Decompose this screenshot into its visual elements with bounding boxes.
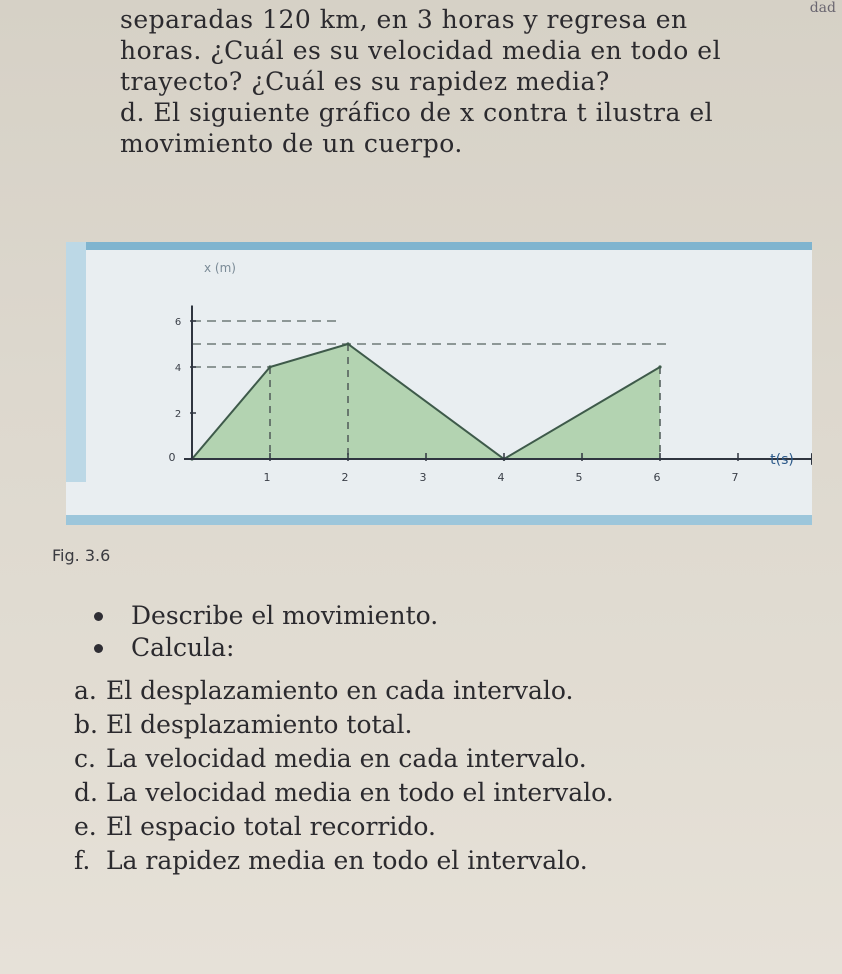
paragraph-line: movimiento de un cuerpo. <box>120 129 463 158</box>
data-point <box>658 365 661 368</box>
task-bullets <box>88 600 438 664</box>
item-text: El desplazamiento en cada intervalo. <box>105 676 574 705</box>
bullet-item <box>88 632 438 664</box>
x-tick-label: 3 <box>419 471 427 484</box>
item-label: f. <box>74 846 91 875</box>
list-item <box>74 742 614 776</box>
item-label: b. <box>74 710 98 739</box>
item-label: e. <box>74 812 97 841</box>
x-tick-label: 4 <box>497 471 505 484</box>
item-text: La velocidad media en todo el intervalo. <box>105 778 614 807</box>
y-axis-label: x (m) <box>204 261 236 275</box>
paragraph-line: d. El siguiente gráfico de x contra t ilustra el <box>120 98 714 127</box>
list-item <box>74 844 614 878</box>
x-axis-arrow-icon <box>811 453 812 465</box>
y-tick-label: 6 <box>174 317 182 328</box>
x-tick-label: 7 <box>731 471 739 484</box>
list-item <box>74 708 614 742</box>
bullet-icon <box>94 612 103 621</box>
list-item <box>74 810 614 844</box>
data-point <box>346 342 349 345</box>
item-text: La rapidez media en todo el intervalo. <box>105 846 588 875</box>
x-tick-label: 5 <box>575 471 583 484</box>
list-item <box>74 776 614 810</box>
x-tick-label: 2 <box>341 471 349 484</box>
item-text: El desplazamiento total. <box>105 710 413 739</box>
item-label: c. <box>74 744 96 773</box>
y-tick-label: 2 <box>174 409 182 420</box>
x-tick-label: 6 <box>653 471 661 484</box>
item-text: El espacio total recorrido. <box>105 812 436 841</box>
paragraph-line: separadas 120 km, en 3 horas y regresa en <box>120 5 688 34</box>
item-label: d. <box>74 778 98 807</box>
bullet-text: Describe el movimiento. <box>131 601 439 630</box>
item-label: a. <box>74 676 97 705</box>
bullet-text: Calcula: <box>131 633 235 662</box>
data-point <box>268 365 271 368</box>
problem-paragraph <box>120 4 820 159</box>
paragraph-line: trayecto? ¿Cuál es su rapidez media? <box>120 67 610 96</box>
x-tick-label: 0 <box>168 451 176 464</box>
item-text: La velocidad media en cada intervalo. <box>105 744 587 773</box>
paragraph-line: horas. ¿Cuál es su velocidad media en todo el <box>120 36 722 65</box>
position-time-chart <box>66 242 812 525</box>
y-tick-label: 4 <box>174 363 182 374</box>
x-axis-label: t(s) <box>770 452 794 468</box>
page-corner-text: dad <box>809 0 836 16</box>
bullet-item <box>88 600 438 632</box>
bullet-icon <box>94 644 103 653</box>
x-tick-label: 1 <box>263 471 271 484</box>
list-item <box>74 674 614 708</box>
figure-caption: Fig. 3.6 <box>52 546 111 565</box>
calculation-list <box>74 674 614 878</box>
